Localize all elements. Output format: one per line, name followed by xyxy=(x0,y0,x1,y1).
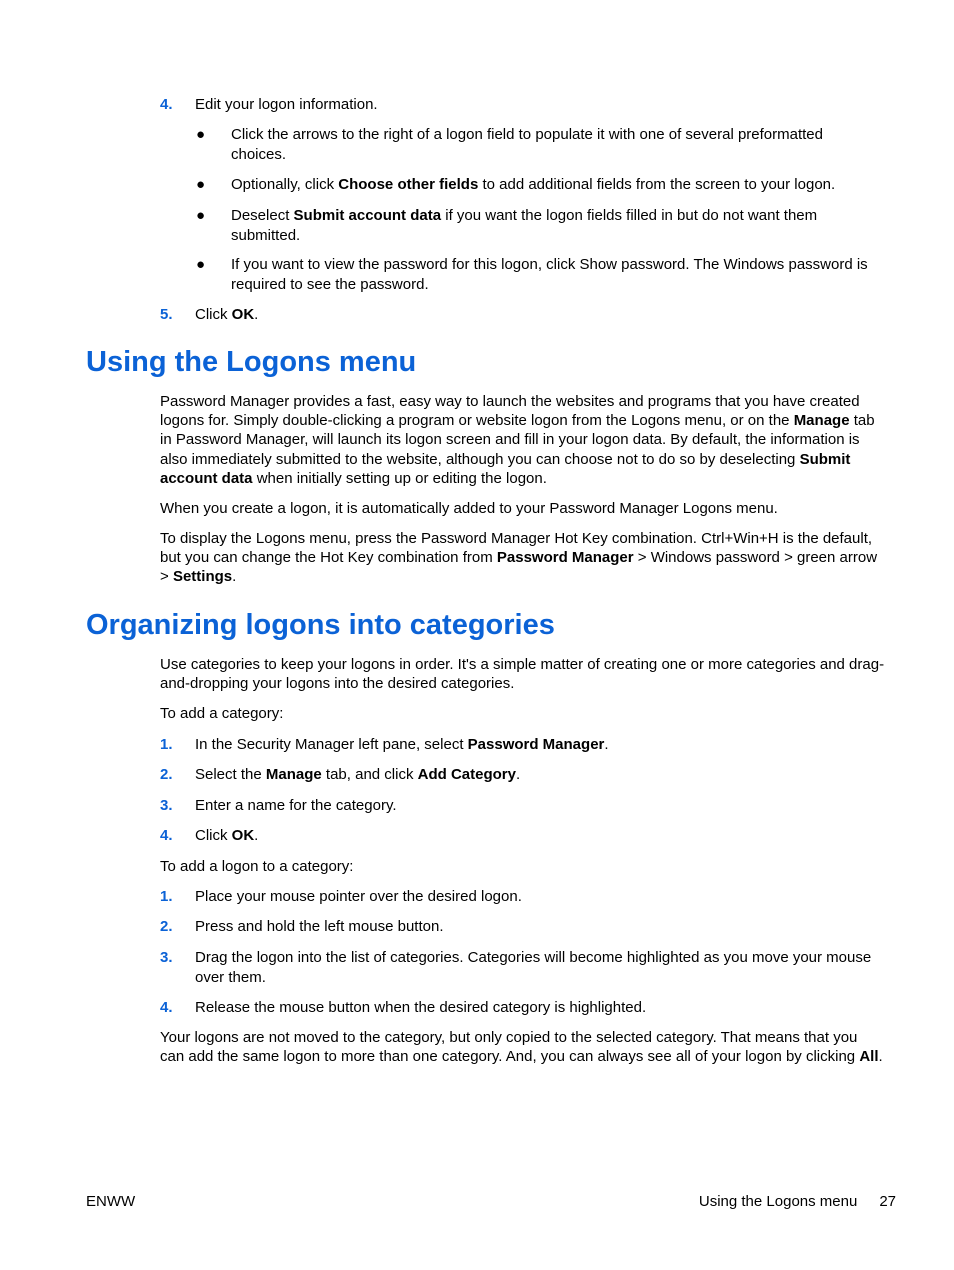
bullet-text: If you want to view the password for this logon, click Show password. The Windows password is required to see the password. xyxy=(231,256,868,293)
bullet-text: Deselect Submit account data if you want the logon fields filled in but do not want them submitted. xyxy=(231,207,818,244)
footer-left-label: ENWW xyxy=(86,1193,136,1210)
step-text: Click OK. xyxy=(195,827,259,844)
bullet-icon: ● xyxy=(196,176,206,193)
step-text: Edit your logon information. xyxy=(195,96,378,113)
heading-organizing-categories: Organizing logons into categories xyxy=(86,609,555,641)
step-text: Release the mouse button when the desired category is highlighted. xyxy=(195,999,647,1016)
bullet-text: Click the arrows to the right of a logon field to populate it with one of several preformatted choices. xyxy=(231,126,823,163)
step-text: Drag the logon into the list of categories. Categories will become highlighted as you move your mouse over them. xyxy=(195,949,872,986)
step-text: Select the Manage tab, and click Add Category. xyxy=(195,766,521,783)
step-number: 3. xyxy=(160,949,173,966)
step-text: Click OK. xyxy=(195,306,259,323)
step-number: 1. xyxy=(160,888,173,905)
categories-closing-paragraph: Your logons are not moved to the category, but only copied to the selected category. That means that you can add the same logon to more than one category. And, you can always see all of your logon by clicking All. xyxy=(160,1029,883,1066)
step-text: Enter a name for the category. xyxy=(195,797,397,814)
bullet-icon: ● xyxy=(196,207,206,224)
page-number: 27 xyxy=(879,1193,896,1210)
footer-right xyxy=(699,1192,896,1211)
footer-section-title: Using the Logons menu xyxy=(698,1193,858,1210)
bullet-text: Optionally, click Choose other fields to add additional fields from the screen to your logon. xyxy=(231,176,836,193)
step-number: 2. xyxy=(160,918,173,935)
categories-intro: Use categories to keep your logons in order. It's a simple matter of creating one or more categories and drag-and-dropping your logons into the desired categories. xyxy=(160,656,885,693)
bullet-icon: ● xyxy=(196,126,206,143)
logons-menu-paragraph-3: To display the Logons menu, press the Password Manager Hot Key combination. Ctrl+Win+H is the default, but you can change the Hot Key combination from Password Manager > Windows password > green arrow > Settings. xyxy=(160,530,878,586)
step-number: 4. xyxy=(160,827,173,844)
step-text: Press and hold the left mouse button. xyxy=(195,918,444,935)
add-logon-lead: To add a logon to a category: xyxy=(160,858,354,875)
step-text: In the Security Manager left pane, select Password Manager. xyxy=(195,736,609,753)
logons-menu-paragraph-1: Password Manager provides a fast, easy way to launch the websites and programs that you have created logons for. Simply double-clicking a program or website logon from the Logons menu, or on the Manage tab in Password Manager, will launch its logon screen and fill in your logon data. By default, the information is also immediately submitted to the website, although you can choose not to do so by deselecting Submit account data when initially setting up or editing the logon. xyxy=(160,393,875,487)
step-text: Place your mouse pointer over the desired logon. xyxy=(195,888,522,905)
bullet-icon: ● xyxy=(196,256,206,273)
step-number: 5. xyxy=(160,306,173,323)
step-number: 1. xyxy=(160,736,173,753)
logons-menu-paragraph-2: When you create a logon, it is automatically added to your Password Manager Logons menu. xyxy=(160,500,778,517)
add-category-lead: To add a category: xyxy=(160,705,284,722)
step-number: 2. xyxy=(160,766,173,783)
step-number: 4. xyxy=(160,96,173,113)
step-number: 4. xyxy=(160,999,173,1016)
heading-using-logons-menu: Using the Logons menu xyxy=(86,346,417,378)
step-number: 3. xyxy=(160,797,173,814)
